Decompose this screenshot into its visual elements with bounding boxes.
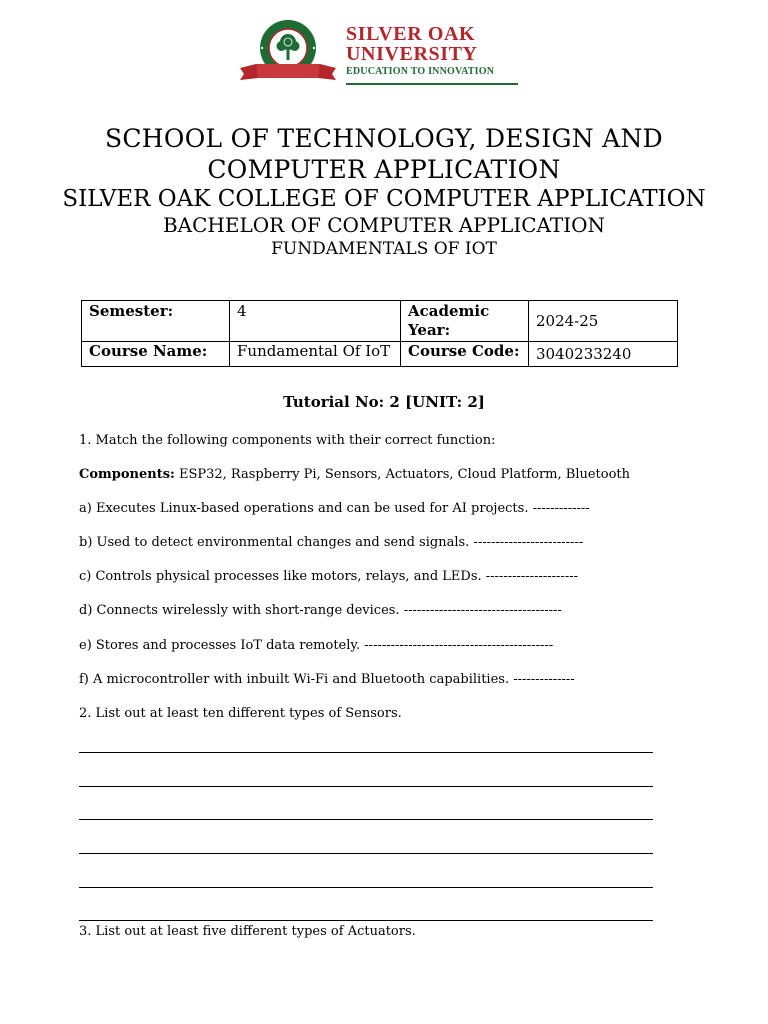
semester-value: 4 [237, 302, 247, 320]
match-item-e: e) Stores and processes IoT data remotely. ------------------------------------------- [79, 638, 554, 653]
semester-label: Semester: [89, 302, 174, 320]
school-title [20, 123, 748, 185]
semester-label-cell [82, 301, 230, 342]
university-emblem-icon [238, 18, 338, 84]
answer-line [79, 786, 653, 787]
academic-year-label-cell [401, 301, 529, 342]
logo-name-line2: UNIVERSITY [346, 43, 478, 65]
components-line [79, 466, 679, 484]
answer-line [79, 853, 653, 854]
course-name-value: Fundamental Of IoT [237, 342, 391, 360]
academic-year-value-cell [529, 301, 678, 342]
logo-name-line1: SILVER OAK [346, 23, 476, 45]
table-row [82, 301, 678, 342]
answer-line [79, 920, 653, 921]
subject-title: FUNDAMENTALS OF IOT [271, 239, 497, 259]
course-name-label-cell [82, 342, 230, 367]
answer-line [79, 752, 653, 753]
question-1: 1. Match the following components with their correct function: [79, 433, 496, 448]
match-item-b: b) Used to detect environmental changes and send signals. ------------------------- [79, 535, 584, 550]
match-item-c: c) Controls physical processes like motors, relays, and LEDs. --------------------- [79, 569, 578, 584]
course-info-table [81, 300, 678, 367]
table-row [82, 342, 678, 367]
course-name-value-cell [230, 342, 401, 367]
components-list: ESP32, Raspberry Pi, Sensors, Actuators, Cloud Platform, Bluetooth [174, 467, 631, 482]
college-title: SILVER OAK COLLEGE OF COMPUTER APPLICATION [62, 186, 706, 212]
university-logo [238, 18, 518, 84]
answer-line [79, 819, 653, 820]
academic-year-label-line1: Academic [408, 302, 490, 320]
answer-line [79, 887, 653, 888]
logo-underline [346, 83, 518, 85]
course-code-value: 3040233240 [536, 344, 632, 363]
course-name-label: Course Name: [89, 342, 208, 360]
academic-year-value: 2024-25 [536, 311, 599, 330]
components-label: Components: [79, 467, 175, 482]
match-item-f: f) A microcontroller with inbuilt Wi-Fi and Bluetooth capabilities. -------------- [79, 672, 575, 687]
match-item-a: a) Executes Linux-based operations and can be used for AI projects. ------------- [79, 501, 590, 516]
tutorial-title: Tutorial No: 2 [UNIT: 2] [283, 393, 485, 411]
course-code-label-cell [401, 342, 529, 367]
match-item-d: d) Connects wirelessly with short-range devices. ------------------------------------ [79, 603, 562, 618]
school-title-line1: SCHOOL OF TECHNOLOGY, DESIGN AND [104, 124, 664, 153]
course-code-value-cell [529, 342, 678, 367]
school-title-line2: COMPUTER APPLICATION [207, 155, 561, 184]
question-2: 2. List out at least ten different types of Sensors. [79, 706, 402, 721]
logo-tagline: EDUCATION TO INNOVATION [346, 66, 495, 77]
semester-value-cell [230, 301, 401, 342]
program-title: BACHELOR OF COMPUTER APPLICATION [162, 213, 606, 237]
question-3: 3. List out at least five different types of Actuators. [79, 924, 416, 939]
course-code-label: Course Code: [408, 342, 520, 360]
academic-year-label-line2: Year: [408, 321, 451, 339]
